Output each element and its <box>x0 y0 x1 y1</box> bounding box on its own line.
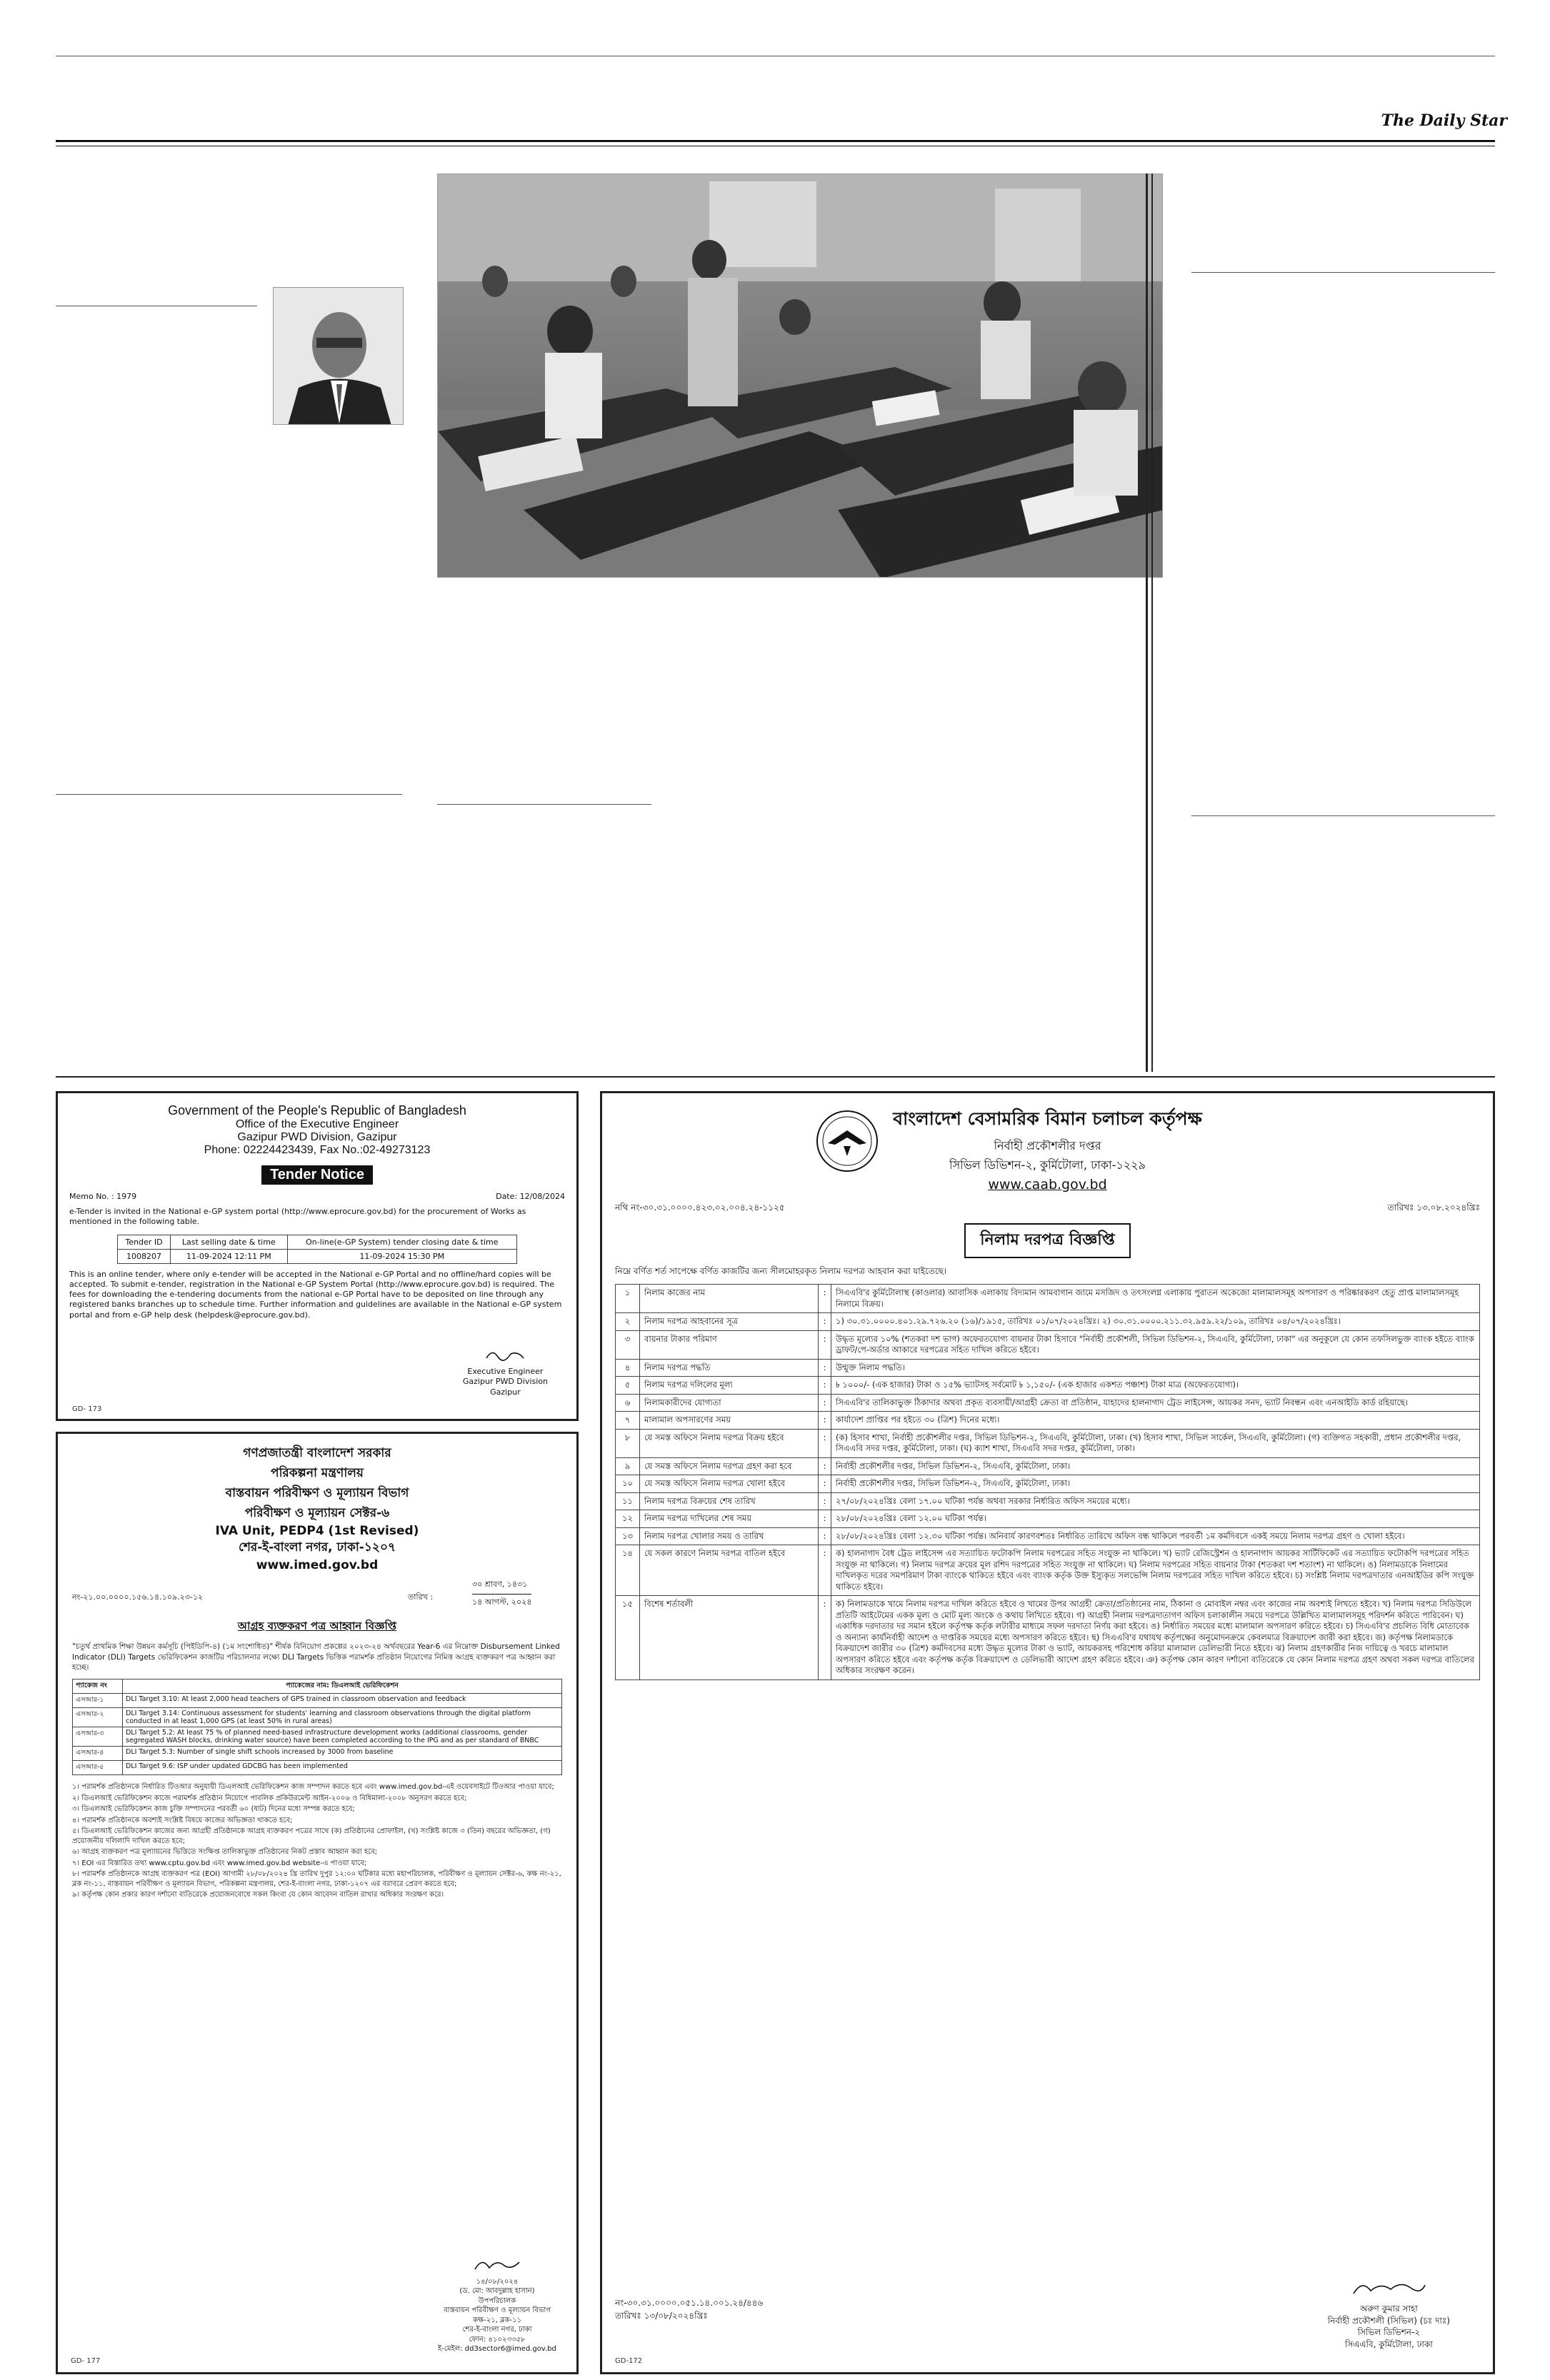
tender-sign-place: Gazipur <box>490 1387 521 1397</box>
eoi-package-name: DLI Target 3.10: At least 2,000 head teachers of GPS trained in classroom observation and feedback <box>123 1694 562 1708</box>
auction-row-no: ৪ <box>616 1359 640 1377</box>
tender-selling-date: 11-09-2024 12:11 PM <box>171 1249 288 1263</box>
table-row <box>616 1492 1480 1510</box>
list-item: ১। পরামর্শক প্রতিষ্ঠানকে নির্ধারিত টিওআর অনুযায়ী ডিএলআই ভেরিফিকেশন কাজ সম্পাদন করতে হবে এবং www.imed.gov.bd-এই ওয়েবসাইটে টিওআর পাওয়া যাবে; <box>72 1783 554 1792</box>
auction-row-colon: : <box>819 1313 831 1331</box>
tender-sign-office: Gazipur PWD Division <box>462 1377 548 1387</box>
eoi-intro: "চতুর্থ প্রাথমিক শিক্ষা উন্নয়ন কর্মসূচি (পিইডিপি-৪) (১ম সংশোধিত)" শীর্ষক বিনিয়োগ প্রকল্পের ২০২৩-২৪ অর্থবছরের Year-6 এর নিম্নোক্ত Disbursement Linked Indicator (DLI) Targets ভেরিফিকেশন কাজটির পরিচালনার লক্ষ্যে DLI Targets ভিত্তিক পরামর্শক প্রতিষ্ঠান নিয়োগের নিমিত্ত আগ্রহ ব্যক্তকরণ পত্র আহ্বান করা হচ্ছে। <box>72 1642 560 1672</box>
auction-row-key: যে সমস্ত অফিসে নিলাম দরপত্র খোলা হইবে <box>640 1475 819 1493</box>
tender-id: 1008207 <box>118 1249 171 1263</box>
eoi-th-package: প্যাকেজ নং <box>73 1679 123 1694</box>
auction-row-key: নিলাম দরপত্র বিক্রয়ের শেষ তারিখ <box>640 1492 819 1510</box>
table-row <box>73 1727 562 1747</box>
table-row <box>616 1527 1480 1545</box>
tender-memo: Memo No. : 1979 <box>69 1192 137 1201</box>
auction-row-no: ১৪ <box>616 1545 640 1596</box>
eoi-signature <box>472 2255 522 2274</box>
eoi-address: শের-ই-বাংলা নগর, ঢাকা-১২০৭ <box>238 1540 396 1555</box>
auction-sign-name: অরুণ কুমার সাহা <box>1359 2303 1418 2314</box>
eoi-sign-city: শের-ই-বাংলা নগর, ঢাকা <box>462 2326 532 2334</box>
tender-footnote: This is an online tender, where only e-tender will be accepted in the National e-GP Portal and no offline/hard copies will be accepted. To submit e-tender, registration in the National e-GP System Portal (http://www.eprocure.gov.bd) is required. The fees for downloading the e-tendering documents from the national e-GP Portal have to be deposited on line through any registered banks branches up to schedule time. Further information and guidelines are available in the National e-GP system portal and from e-GP help desk (helpdesk@eprocure.gov.bd). <box>69 1269 562 1320</box>
tender-gov: Government of the People's Republic of Bangladesh <box>168 1103 466 1118</box>
left-col-rule-bottom <box>56 794 402 795</box>
auction-table <box>615 1284 1480 1680</box>
auction-web[interactable]: www.caab.gov.bd <box>988 1177 1107 1192</box>
auction-foot-memo: নং-৩০.৩১.০০০০.০৫১.১৪.০০১.২৪/৪৪৬ <box>615 2298 764 2308</box>
auction-row-colon: : <box>819 1457 831 1475</box>
auction-row-colon: : <box>819 1527 831 1545</box>
tender-date: Date: 12/08/2024 <box>496 1192 565 1201</box>
right-col-divider-2 <box>1151 174 1153 1072</box>
auction-row-colon: : <box>819 1475 831 1493</box>
right-col-rule-top <box>1191 272 1495 273</box>
right-col-rule-bottom <box>1191 815 1495 816</box>
tender-closing-date: 11-09-2024 15:30 PM <box>287 1249 516 1263</box>
eoi-gov: গণপ্রজাতন্ত্রী বাংলাদেশ সরকার <box>243 1446 391 1460</box>
auction-row-no: ১৫ <box>616 1596 640 1680</box>
eoi-sign-date: ১৪/০৮/২০২৪ <box>476 2277 519 2286</box>
auction-row-colon: : <box>819 1377 831 1395</box>
eoi-date-label: তারিখ : <box>408 1592 434 1602</box>
auction-row-key: বায়নার টাকার পরিমাণ <box>640 1330 819 1359</box>
tender-sign-title: Executive Engineer <box>467 1367 544 1377</box>
auction-row-no: ৫ <box>616 1377 640 1395</box>
auction-office: নির্বাহী প্রকৌশলীর দপ্তর <box>994 1139 1101 1153</box>
auction-row-no: ২ <box>616 1313 640 1331</box>
auction-row-value: ক) নিলামডাকে খামে নিলাম দরপত্র দাখিল করিতে হইবে ও খামের উপর আগ্রহী ক্রেতা/প্রতিষ্ঠানের নাম, ঠিকানা ও মোবাইল নম্বর এবং কাজের নাম অবশ্যই লিখতে হইবে। খ) নিলাম দরপত্র সিডিউলে প্রতিটি আইটেমের একক মূল্য ও মোট মূল্য অংকে ও কথায় লিখিতে হইবে। গ) আগ্রহী নিলাম দরপত্রদাতাগণ অফিস চলাকালীন সময়ে দরপত্রে উল্লিখিত মালামালসমূহ পরিদর্শন করিতে পারিবেন। ঘ) একাধিক দরদাতার দর সমান হইলে কর্তৃপক্ষ কর্তৃক লটারীর মাধ্যমে সফল দরদাতা নির্ণয় করা হইবে। ঙ) নির্ধারিত সময়ের মধ্যে মালামাল অপসারণ করিতে হইবে। চ) সিএএবি'র প্রচলিত বিধি মোতাবেক ও অন্যান্য কার্যনির্বাহী আদেশ ও দাপ্তরিক সময়ের মধ্যে অপসারণ করিতে হইবে। ছ) সিএএবি'র যথাযথ কর্তৃপক্ষের অনুমোদনক্রমে কেবলমাত্র বিক্রয়াদেশ জারী করা হইবে। জ) কর্তৃপক্ষ নিলামডাকে বিক্রয়াদেশ জারীর ৩০ (ত্রিশ) কর্মদিবসের মধ্যে উদ্ধৃত মূল্যের টাকা ও ভ্যাট, আয়করসহ পরিশোধ করিয়া মালামাল ডেলিভারী নিতে হইবে। ঝ) নিলাম গ্রহণকারীর নিজ দায়িত্বে ও খরচে মালামাল অপসারণ করিতে হইবে এবং কর্তৃপক্ষ কর্তৃক বিক্রয়াদেশ ও ডেলিভারী আদেশ গ্রহণ করিতে হইবে। ঞ) কর্তৃপক্ষ কোন কারণ দর্শানো ব্যতিরেকে যে কোন নিলাম দরপত্র গ্রহণ অথবা সকল দরপত্র বাতিলের অধিকার সংরক্ষণ করেন। <box>831 1596 1480 1680</box>
eoi-package-no: এসআর-৩ <box>73 1727 123 1747</box>
eoi-sign-phone: ফোন: ৪১০২৩৩৫৮ <box>469 2335 526 2344</box>
auction-row-value: ২৭/০৮/২০২৪খ্রিঃ বেলা ১৭.০০ ঘটিকা পর্যন্ত অথবা সরকার নির্ধারিত অফিস সময়ের মধ্যে। <box>831 1492 1480 1510</box>
auction-notice-ad <box>600 1091 1495 2374</box>
auction-row-key: যে সমস্ত অফিসে নিলাম দরপত্র গ্রহণ করা হবে <box>640 1457 819 1475</box>
auction-row-no: ১০ <box>616 1475 640 1493</box>
tender-table <box>117 1235 517 1264</box>
auction-row-colon: : <box>819 1596 831 1680</box>
eoi-package-no: এসআর-১ <box>73 1694 123 1708</box>
auction-gd: GD-172 <box>615 2357 643 2365</box>
auction-row-value: নির্বাহী প্রকৌশলীর দপ্তর, সিভিল ডিভিশন-২, সিএএবি, কুর্মিটোলা, ঢাকা। <box>831 1475 1480 1493</box>
auction-row-key: নিলাম দরপত্র দাখিলের শেষ সময় <box>640 1510 819 1528</box>
eoi-package-no: এসআর-২ <box>73 1708 123 1727</box>
eoi-memo: নং-২১.০০.০০০০.১৫৬.১৪.১০৯.২৩-১২ <box>72 1592 204 1602</box>
eoi-date2: ১৪ আগস্ট, ২০২৪ <box>472 1594 531 1610</box>
auction-row-value: ৳ ১০০০/- (এক হাজার) টাকা ও ১৫% ভ্যাটসহ সর্বমোট ৳ ১,১৫০/- (এক হাজার একশত পঞ্চাশ) টাকা মাত্র (অফেরতযোগ্য)। <box>831 1377 1480 1395</box>
auction-row-value: সিএএবি'র তালিকাভুক্ত ঠিকাদার অথবা প্রকৃত ব্যবসায়ী/আগ্রহী ক্রেতা বা প্রতিষ্ঠান, যাহাদের হালনাগাদ ট্রেড লাইসেন্স, আয়কর সনদ, ভ্যাট নিবন্ধন এবং এনআইডি কার্ড রহিয়াছে। <box>831 1394 1480 1412</box>
list-item: ৭। EOI এর বিস্তারিত তথ্য www.cptu.gov.bd এবং www.imed.gov.bd website-এ পাওয়া যাবে; <box>72 1859 367 1867</box>
auction-org: বাংলাদেশ বেসামরিক বিমান চলাচল কর্তৃপক্ষ <box>893 1108 1202 1129</box>
table-row <box>73 1747 562 1761</box>
auction-row-value: ২৮/০৮/২০২৪খ্রিঃ বেলা ১২.৩০ ঘটিকা পর্যন্ত। অনিবার্য কারণবশতঃ নির্ধারিত তারিখে অফিস বন্ধ থাকিলে পরবর্তী ১ম কর্মদিবসে একই সময়ে নিলাম দরপত্র গ্রহণ ও খোলা হইবে। <box>831 1527 1480 1545</box>
table-row <box>616 1313 1480 1331</box>
eoi-package-no: এসআর-৪ <box>73 1747 123 1761</box>
tender-signature <box>484 1345 526 1364</box>
auction-row-value: (ক) হিসাব শাখা, নির্বাহী প্রকৌশলীর দপ্তর, সিভিল ডিভিশন-২, সিএএবি, কুর্মিটোলা, ঢাকা। (খ) হিসাব শাখা, সিভিল সার্কেল, সিএএবি, কুর্মিটোলা। (গ) ব্যক্তিগত সহকারী, প্রধান প্রকৌশলীর দপ্তর, সিএএবি সদর দপ্তর, কুর্মিটোলা, ঢাকা। (ঘ) ক্যাশ শাখা, সিএএবি সদর দপ্তর, কুর্মিটোলা, ঢাকা। <box>831 1429 1480 1457</box>
masthead: The Daily Star <box>1381 111 1507 130</box>
auction-row-key: নিলাম দরপত্র পদ্ধতি <box>640 1359 819 1377</box>
auction-row-colon: : <box>819 1394 831 1412</box>
eoi-th-name: প্যাকেজের নাম: ডিএলআই ভেরিফিকেশন <box>123 1679 562 1694</box>
classroom-photo <box>437 174 1163 578</box>
list-item: ৩। ডিএলআই ভেরিফিকেশন কাজ চুক্তি সম্পাদনের পরবর্তী ৬০ (ষাট) দিনের মধ্যে সম্পন্ন করতে হবে; <box>72 1805 355 1814</box>
tender-title: Tender Notice <box>261 1165 373 1185</box>
eoi-gd: GD- 177 <box>71 2357 101 2365</box>
auction-row-colon: : <box>819 1330 831 1359</box>
auction-sign-place: সিএএবি, কুর্মিটোলা, ঢাকা <box>1344 2339 1433 2350</box>
auction-foot-date: তারিখঃ ১৩/০৮/২০২৪খ্রিঃ <box>615 2311 708 2321</box>
table-row <box>616 1412 1480 1430</box>
auction-row-no: ৬ <box>616 1394 640 1412</box>
auction-date: তারিখঃ ১৩.০৮.২০২৪খ্রিঃ <box>1387 1202 1480 1212</box>
auction-row-no: ১৩ <box>616 1527 640 1545</box>
auction-row-key: নিলাম দরপত্র খোলার সময় ও তারিখ <box>640 1527 819 1545</box>
auction-row-no: ১১ <box>616 1492 640 1510</box>
eoi-sign-room: কক্ষ-২১, ব্লক-১১ <box>473 2316 521 2324</box>
auction-row-colon: : <box>819 1412 831 1430</box>
auction-sign-division: সিভিল ডিভিশন-২ <box>1357 2327 1421 2338</box>
auction-row-colon: : <box>819 1429 831 1457</box>
table-row <box>616 1359 1480 1377</box>
tender-th-closing: On-line(e-GP System) tender closing date & time <box>287 1235 516 1249</box>
eoi-sector: পরিবীক্ষণ ও মূল্যায়ন সেক্টর-৬ <box>244 1506 390 1520</box>
eoi-unit: IVA Unit, PEDP4 (1st Revised) <box>215 1524 419 1538</box>
list-item: ৯। কর্তৃপক্ষ কোন প্রকার কারণ দর্শানো ব্যতিরেকে প্রয়োজনবোধে সকল কিংবা যে কোন আবেদন বাতিল রাখার অধিকার সংরক্ষণ করে। <box>72 1891 444 1899</box>
tender-intro: e-Tender is invited in the National e-GP system portal (http://www.eprocure.gov.bd) for the procurement of Works as mentioned in the following table. <box>69 1207 526 1227</box>
table-row <box>616 1545 1480 1596</box>
eoi-date1: ৩০ শ্রাবণ, ১৪৩১ <box>472 1580 528 1589</box>
list-item: ৫। ডিএলআই ভেরিফিকেশন কাজের জন্য আগ্রহী প্রতিষ্ঠানকে আগ্রহ ব্যক্তকরণ পত্রের সাথে (ক) প্রতিষ্ঠানের প্রোফাইল, (খ) সংশ্লিষ্ট কাজে ৩ (তিন) বছরের অভিজ্ঞতা, (গ) প্রয়োজনীয় দলিলাদি দাখিল করতে হবে; <box>72 1827 551 1845</box>
list-item: ৬। আগ্রহ ব্যক্তকরণ পত্র মূল্যায়নের ভিত্তিতে সংক্ষিপ্ত তালিকাভুক্ত প্রতিষ্ঠানের নিকট প্রস্তাব আহ্বান করা হবে; <box>72 1848 378 1857</box>
table-row <box>616 1285 1480 1313</box>
auction-row-colon: : <box>819 1510 831 1528</box>
auction-row-key: যে সমস্ত অফিসে নিলাম দরপত্র বিক্রয় হইবে <box>640 1429 819 1457</box>
eoi-package-name: DLI Target 5.2: At least 75 % of planned need-based infrastructure development works (additional classrooms, gender segregated WASH blocks, drinking water source) have been completed according to the IPG and as per standard of BNBC <box>123 1727 562 1747</box>
auction-row-no: ১ <box>616 1285 640 1313</box>
auction-row-value: কার্যাদেশ প্রাপ্তির পর হইতে ৩০ (ত্রিশ) দিনের মধ্যে। <box>831 1412 1480 1430</box>
auction-intro: নিম্নে বর্ণিত শর্ত সাপেক্ষে বর্ণিত কাজটির জন্য সীলমোহরকৃত নিলাম দরপত্র আহবান করা যাইতেছে। <box>615 1266 947 1276</box>
auction-title: নিলাম দরপত্র বিজ্ঞপ্তি <box>964 1223 1130 1258</box>
tender-gd: GD- 173 <box>72 1405 102 1413</box>
auction-row-key: নিলাম দরপত্র দলিলের মূল্য <box>640 1377 819 1395</box>
table-row <box>73 1761 562 1775</box>
auction-row-colon: : <box>819 1545 831 1596</box>
eoi-conditions <box>72 1782 562 1900</box>
auction-row-colon: : <box>819 1492 831 1510</box>
eoi-sign-name: (ড. মো: আবদুল্লাহ হাসান) <box>459 2287 535 2295</box>
auction-row-no: ৩ <box>616 1330 640 1359</box>
auction-row-value: ১) ৩০.৩১.০০০০.৪০১.২৯.৭২৬.২০ (১৬)/১৯১৫, তারিখঃ ০১/০৭/২০২৪খ্রিঃ। ২) ৩০.৩১.০০০০.২১১.৩২.৯৫৯.২২/১০৯, তারিখঃ ০৪/০৭/২০২৪খ্রিঃ। <box>831 1313 1480 1331</box>
table-row <box>616 1330 1480 1359</box>
eoi-title: আগ্রহ ব্যক্তকরণ পত্র আহ্বান বিজ্ঞপ্তি <box>237 1620 397 1632</box>
table-row <box>616 1475 1480 1493</box>
auction-row-value: ক) হালনাগাদ বৈধ ট্রেড লাইসেন্স এর সত্যায়িত ফটোকপি নিলাম দরপত্রের সহিত সংযুক্ত না থাকিলে। খ) ভ্যাট রেজিস্ট্রেশন ও হালনাগাদ আয়কর সার্টিফিকেট এর সত্যায়িত ফটোকপি দরপত্রের সহিত সংযুক্ত না থাকিলে। গ) নিলাম দরপত্র ক্রয়ের মূল রশিদ দরপত্রের সহিত সংযুক্ত না থাকিলে। ঘ) নিলাম দরপত্রের সহিত বায়নার টাকা (শতকরা দশ শতাংশ) না থাকিলে। ঙ) নিলামডাকে নিলামের দাখিলকৃত দরের সমপরিমাণ টাকা ব্যাংকে থাকিতে হইবে এবং ব্যাংক কর্তৃক উক্ত ইস্যুকৃত সলভেন্সি নিলাম দরপত্রের সহিত দাখিল করিতে হইবে। চ) সংশ্লিষ্ট নিলাম দরপত্রদাতার এনআইডির কপি সংযুক্ত থাকিতে হইবে। <box>831 1545 1480 1596</box>
auction-row-key: নিলাম দরপত্র আহবানের সূত্র <box>640 1313 819 1331</box>
eoi-division: বাস্তবায়ন পরিবীক্ষণ ও মূল্যায়ন বিভাগ <box>225 1486 409 1500</box>
tender-th-id: Tender ID <box>118 1235 171 1249</box>
table-row <box>616 1457 1480 1475</box>
table-row <box>616 1394 1480 1412</box>
eoi-package-name: DLI Target 9.6: ISP under updated GDCBG has been implemented <box>123 1761 562 1775</box>
auction-row-value: ২৮/০৮/২০২৪খ্রিঃ বেলা ১২.০০ ঘটিকা পর্যন্ত। <box>831 1510 1480 1528</box>
eoi-package-name: DLI Target 3.14: Continuous assessment for students' learning and classroom observations through the digital platform conducted in at least 1,000 GPS (at least 50% in rural areas) <box>123 1708 562 1727</box>
list-item: ২। ডিএলআই ভেরিফিকেশন কাজে পরামর্শক প্রতিষ্ঠান নিয়োগে পাবলিক প্রকিউরমেন্ট আইন-২০০৬ ও বিধিমালা-২০০৮ অনুসরণ করতে হবে; <box>72 1794 467 1802</box>
auction-row-colon: : <box>819 1359 831 1377</box>
auction-row-value: নির্বাহী প্রকৌশলীর দপ্তর, সিভিল ডিভিশন-২, সিএএবি, কুর্মিটোলা, ঢাকা। <box>831 1457 1480 1475</box>
auction-row-key: মালামাল অপসারণের সময় <box>640 1412 819 1430</box>
auction-row-key: নিলাম কাজের নাম <box>640 1285 819 1313</box>
auction-sign-title: নির্বাহী প্রকৌশলী (সিভিল) (চঃ দাঃ) <box>1327 2315 1450 2326</box>
auction-row-no: ৭ <box>616 1412 640 1430</box>
table-row <box>73 1694 562 1708</box>
portrait-photo <box>273 287 404 425</box>
eoi-package-name: DLI Target 5.3: Number of single shift schools increased by 3000 from baseline <box>123 1747 562 1761</box>
auction-row-value: সিএএবি'র কুর্মিটোলাস্থ (কাওলার) আবাসিক এলাকায় বিদ্যমান আমবাগান জামে মসজিদ ও তৎসংলগ্ন এলাকায় পুরাতন অকেজো মালামালসমূহ অপসারণ ও পরিষ্কারকরণ হেতু প্রাপ্ত মালামালসমূহ নিলামে বিক্রয়। <box>831 1285 1480 1313</box>
right-col-divider <box>1146 174 1148 1072</box>
auction-memo: নথি নং-৩০.৩১.০০০০.৪২৩.০২.০০৪.২৪-১১২৫ <box>615 1202 785 1212</box>
tender-notice-ad <box>56 1091 579 1421</box>
tender-division: Gazipur PWD Division, Gazipur <box>237 1131 397 1143</box>
auction-row-no: ৯ <box>616 1457 640 1475</box>
eoi-sign-office: বাস্তবায়ন পরিবীক্ষণ ও মূল্যায়ন বিভাগ <box>444 2306 551 2314</box>
table-row <box>616 1596 1480 1680</box>
eoi-ad <box>56 1432 579 2374</box>
table-row <box>73 1708 562 1727</box>
auction-row-value: উদ্ধৃত মূল্যের ১০% (শতকরা দশ ভাগ) অফেরতযোগ্য বায়নার টাকা হিসাবে "নির্বাহী প্রকৌশলী, সিভিল ডিভিশন-২, সিএএবি, কুর্মিটোলা, ঢাকা" এর অনুকূলে যে কোন তফসিলভুক্ত ব্যাংক হইতে ব্যাংক ড্রাফট/পে-অর্ডার আকারে দরপত্রের সহিত দাখিল করিতে হইবে। <box>831 1330 1480 1359</box>
list-item: ৪। পরামর্শক প্রতিষ্ঠানকে অবশ্যই সংশ্লিষ্ট বিষয়ে কাজের অভিজ্ঞতা থাকতে হবে; <box>72 1816 293 1824</box>
auction-row-colon: : <box>819 1285 831 1313</box>
auction-row-value: উন্মুক্ত নিলাম পদ্ধতি। <box>831 1359 1480 1377</box>
list-item: ৮। পরামর্শক প্রতিষ্ঠানকে আগ্রহ ব্যক্তকরণ পত্র (EOI) আগামী ২৮/০৮/২০২৪ খ্রি তারিখ দুপুর ১২:০০ ঘটিকার মধ্যে মহাপরিচালক, পরিবীক্ষণ ও মূল্যায়ন সেক্টর-৬, কক্ষ নং-২১, ব্লক নং-১১, বাস্তবায়ন পরিবীক্ষণ ও মূল্যায়ন বিভাগ, পরিকল্পনা মন্ত্রণালয়, শের-ই-বাংলা নগর, ঢাকা-১২০৭ এর বরাবরে প্রেরণ করতে হবে; <box>72 1870 561 1888</box>
table-row <box>616 1510 1480 1528</box>
auction-row-key: নিলামকারীদের যোগ্যতা <box>640 1394 819 1412</box>
eoi-sign-email: ই-মেইল: dd3sector6@imed.gov.bd <box>438 2345 556 2353</box>
middle-col-rule <box>437 804 651 805</box>
table-row <box>616 1377 1480 1395</box>
eoi-web[interactable]: www.imed.gov.bd <box>256 1558 379 1572</box>
tender-office: Office of the Executive Engineer <box>235 1118 399 1130</box>
eoi-ministry: পরিকল্পনা মন্ত্রণালয় <box>271 1466 364 1480</box>
eoi-sign-title: উপপরিচালক <box>478 2296 516 2305</box>
ads-top-rule <box>56 1076 1495 1078</box>
auction-row-key: যে সকল কারণে নিলাম দরপত্র বাতিল হইবে <box>640 1545 819 1596</box>
auction-row-no: ৮ <box>616 1429 640 1457</box>
auction-row-key: বিশেষ শর্তাবলী <box>640 1596 819 1680</box>
masthead-rule <box>56 140 1495 142</box>
eoi-package-no: এসআর-৫ <box>73 1761 123 1775</box>
tender-th-selling: Last selling date & time <box>171 1235 288 1249</box>
eoi-dli-table <box>72 1679 562 1775</box>
table-row <box>616 1429 1480 1457</box>
auction-signature <box>1349 2276 1428 2299</box>
auction-row-no: ১২ <box>616 1510 640 1528</box>
tender-phone: Phone: 02224423439, Fax No.:02-49273123 <box>204 1144 431 1156</box>
auction-division: সিভিল ডিভিশন-২, কুর্মিটোলা, ঢাকা-১২২৯ <box>949 1158 1146 1172</box>
